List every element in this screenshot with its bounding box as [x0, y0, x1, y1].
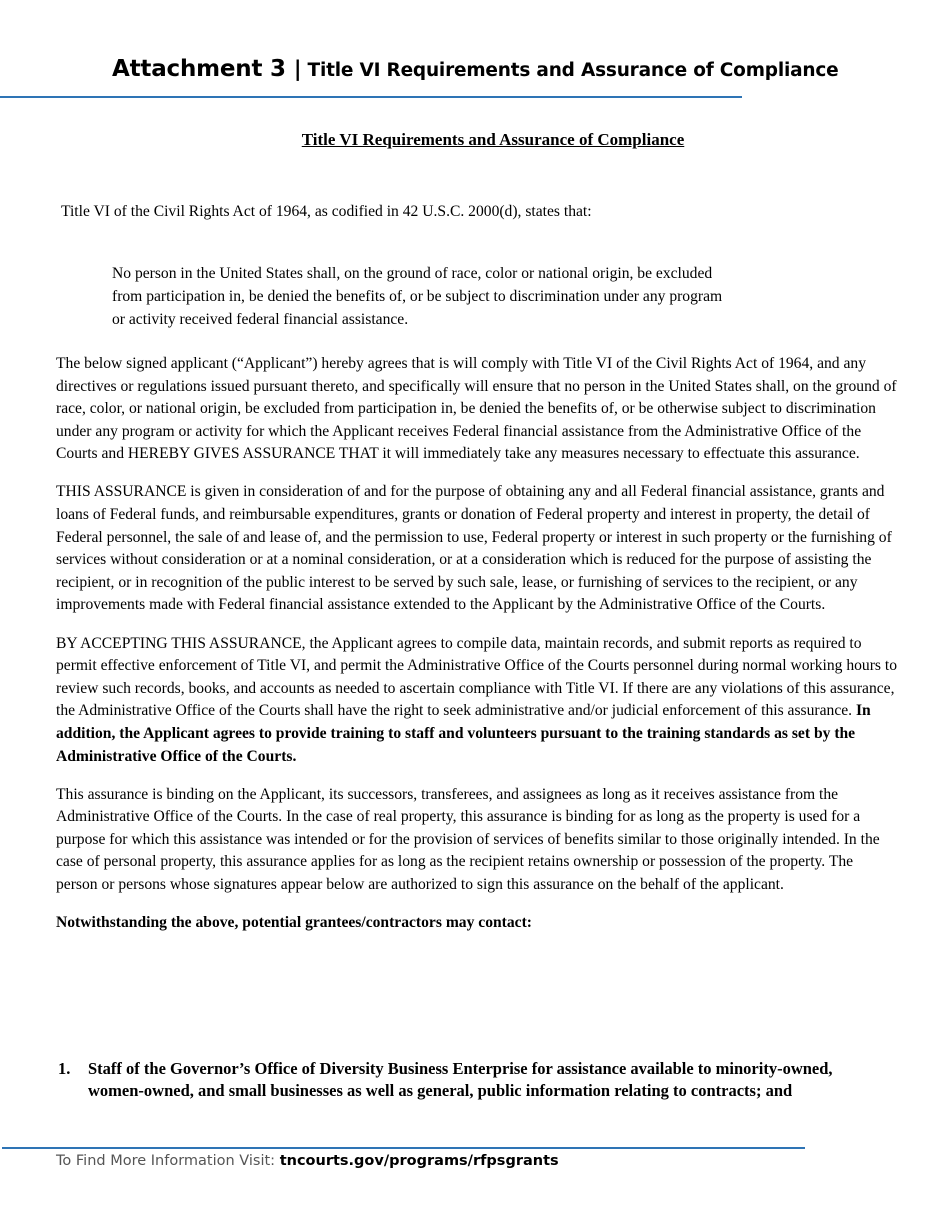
attachment-label: Attachment 3: [112, 56, 286, 82]
paragraph-accepting-assurance: [56, 633, 898, 769]
footer-label: To Find More Information Visit:: [56, 1153, 280, 1169]
list-item-number: 1.: [58, 1059, 71, 1078]
footer-link[interactable]: tncourts.gov/programs/rfpsgrants: [279, 1153, 559, 1169]
contact-lead-in: Notwithstanding the above, potential grantees/contractors may contact:: [56, 914, 532, 932]
page-footer: [56, 1153, 559, 1169]
list-item: [58, 1058, 888, 1102]
paragraph-assurance-consideration: THIS ASSURANCE is given in consideration of and for the purpose of obtaining any and all Federal financial assistance, grants and loans of Federal funds, and reimbursable expenditures, grants or donation of Federal property and interest in property, the detail of Federal personnel, the sale of and lease of, and the permission to use, Federal property or interest in such property or the furnishing of services without consideration or at a nominal consideration, or at a consideration which is reduced for the purpose of assisting the recipient, or in recognition of the public interest to be served by such sale, lease, or furnishing of services to the recipient, or any improvements made with Federal financial assistance extended to the Applicant by the Administrative Office of the Courts.: [56, 483, 892, 614]
header-divider: [0, 96, 742, 98]
contact-list: [58, 1058, 888, 1102]
paragraph-applicant-agreement: The below signed applicant (“Applicant”) hereby agrees that is will comply with Title VI of the Civil Rights Act of 1964, and any directives or regulations issued pursuant thereto, and specifically will ensure that no person in the United States shall, on the ground of race, color, or national origin, be excluded from participation in, be denied the benefits of, or be otherwise subject to discrimination under any program or activity for which the Applicant receives Federal financial assistance from the Administrative Office of the Courts and HEREBY GIVES ASSURANCE THAT it will immediately take any measures necessary to effectuate this assurance.: [56, 355, 897, 463]
paragraph-binding: This assurance is binding on the Applicant, its successors, transferees, and assignees as long as it receives assistance from the Administrative Office of the Courts. In the case of real property, this assurance is binding for as long as the property is used for a purpose for which this assistance was intended or for the provision of services of benefits similar to those originally intended. In the case of personal property, this assurance applies for as long as the recipient retains ownership or possession of the property. The person or persons whose signatures appear below are authorized to sign this assurance on the behalf of the applicant.: [56, 785, 880, 893]
statute-quote: No person in the United States shall, on the ground of race, color or national origin, be excluded from participation in, be denied the benefits of, or be subject to discrimination under any program or activity received federal financial assistance.: [112, 265, 723, 328]
intro-paragraph: Title VI of the Civil Rights Act of 1964, as codified in 42 U.S.C. 2000(d), states that:: [61, 203, 592, 220]
document-title: Title VI Requirements and Assurance of Compliance: [301, 130, 685, 149]
accepting-assurance-text: BY ACCEPTING THIS ASSURANCE, the Applicant agrees to compile data, maintain records, and submit reports as required to permit effective enforcement of Title VI, and permit the Administrative Office of the Courts personnel during normal working hours to review such records, books, and accounts as needed to ascertain compliance with Title VI. If there are any violations of this assurance, the Administrative Office of the Courts shall have the right to seek administrative and/or judicial enforcement of this assurance.: [56, 634, 898, 720]
training-requirement-text: In addition, the Applicant agrees to provide training to staff and volunteers pursuant to the training standards as set by the Administrative Office of the Courts.: [56, 702, 871, 765]
body-paragraphs: [56, 353, 898, 950]
header-subtitle: Title VI Requirements and Assurance of Compliance: [307, 60, 839, 81]
header-separator: |: [293, 57, 302, 81]
list-item-text: Staff of the Governor’s Office of Diversity Business Enterprise for assistance available to minority-owned, women-owned, and small businesses as well as general, public information relating to contracts; and: [88, 1059, 833, 1100]
page-header: [112, 56, 912, 82]
footer-divider: [2, 1147, 805, 1149]
